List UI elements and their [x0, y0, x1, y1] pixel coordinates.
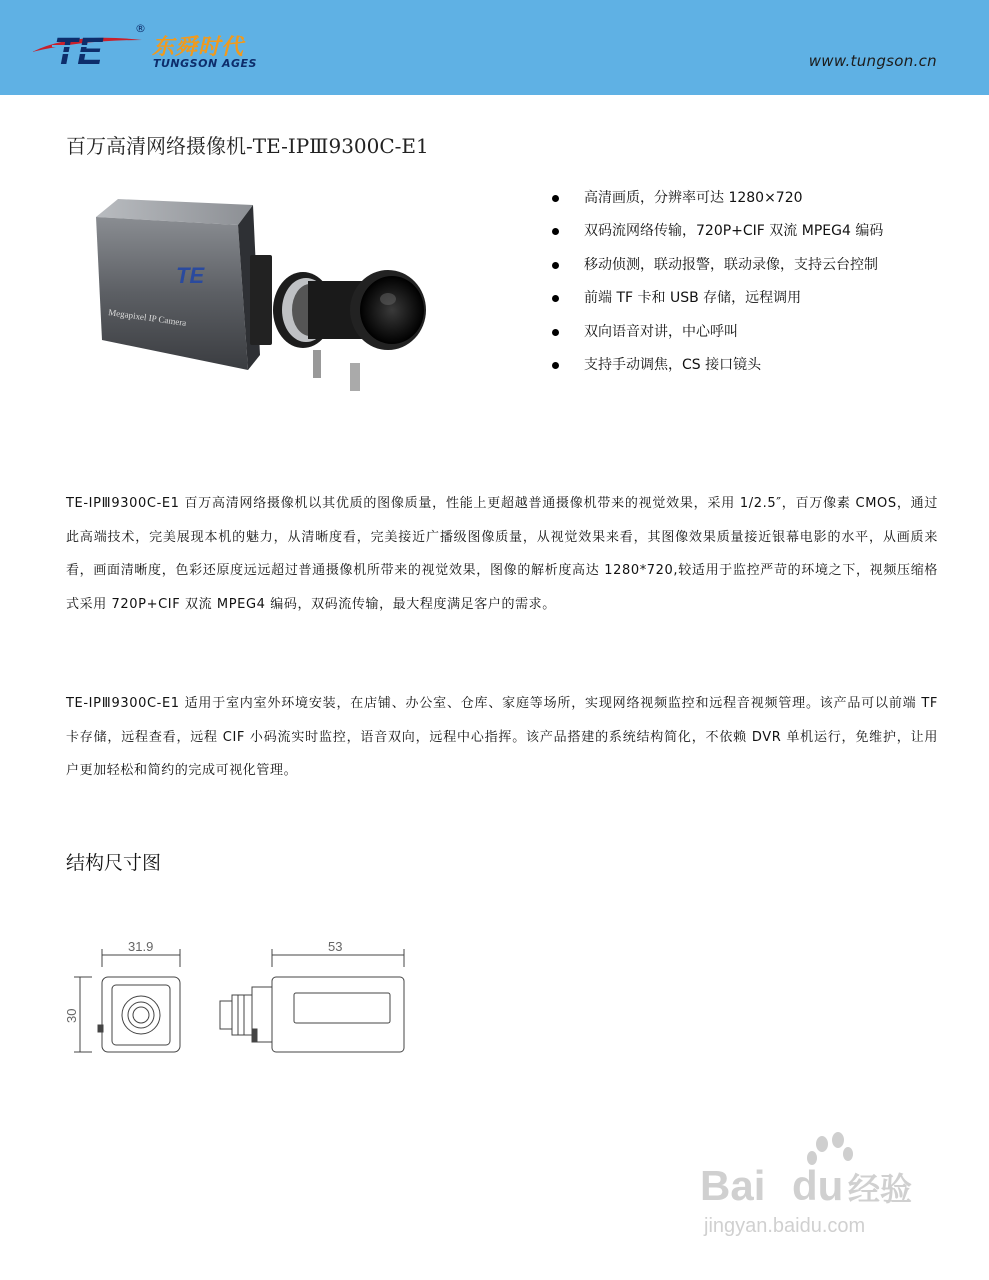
dimension-drawing	[62, 937, 412, 1067]
brand-name-en: TUNGSON AGES	[153, 57, 257, 70]
svg-text:53: 53	[328, 939, 343, 954]
brand-name-cn: 东舜时代	[152, 35, 245, 60]
svg-text:经验: 经验	[848, 1170, 913, 1208]
registered-mark: ®	[135, 22, 146, 35]
website-url[interactable]: www.tungson.cn	[808, 52, 937, 70]
feature-item: 前端 TF 卡和 USB 存储，远程调用	[552, 287, 883, 320]
page-header	[0, 0, 989, 95]
baidu-watermark-logo	[700, 1128, 940, 1248]
feature-item: 双向语音对讲，中心呼叫	[552, 321, 883, 354]
svg-text:TE: TE	[176, 263, 205, 288]
svg-text:TE: TE	[54, 31, 103, 70]
application-paragraph: TE-IPⅢ9300C-E1 适用于室内室外环境安装，在店铺、办公室、仓库、家庭等场所，实现网络视频监控和远程音视频管理。该产品可以前端 TF 卡存储，远程查看，远程 CIF 小码流实时监控，语音双向，远程中心指挥。该产品搭建的系统结构简化，不依赖 DVR 单机运行，免维护，让用户更加轻松和简约的完成可视化管理。	[66, 696, 938, 779]
svg-text:jingyan.baidu.com: jingyan.baidu.com	[704, 1215, 866, 1237]
feature-item: 双码流网络传输，720P+CIF 双流 MPEG4 编码	[552, 220, 883, 253]
dimensions-section-title: 结构尺寸图	[66, 852, 162, 874]
description-paragraph: TE-IPⅢ9300C-E1 百万高清网络摄像机以其优质的图像质量，性能上更超越普通摄像机带来的视觉效果，采用 1/2.5″，百万像素 CMOS，通过此高端技术，完美展现本机的魅力，从清晰度看，完美接近广播级图像质量，从视觉效果来看，其图像效果质量接近银幕电影的水平，从画质来看，画面清晰度，色彩还原度远远超过普通摄像机所带来的视觉效果，图像的解析度高达 1280*720,较适用于监控严苛的环境之下，视频压缩格式采用 720P+CIF 双流 MPEG4 编码，双码流传输，最大程度满足客户的需求。	[66, 496, 938, 612]
feature-list	[552, 187, 883, 387]
feature-item: 移动侦测，联动报警，联动录像，支持云台控制	[552, 254, 883, 287]
svg-text:30: 30	[64, 1008, 79, 1023]
svg-text:Bai: Bai	[700, 1162, 766, 1209]
svg-text:31.9: 31.9	[128, 939, 154, 954]
svg-text:du: du	[792, 1162, 844, 1209]
camera-image	[88, 195, 433, 395]
feature-item: 支持手动调焦，CS 接口镜头	[552, 354, 883, 387]
tungson-logo-icon	[32, 22, 142, 70]
feature-item: 高清画质，分辨率可达 1280×720	[552, 187, 883, 220]
svg-text:Megapixel IP Camera: Megapixel IP Camera	[107, 307, 187, 328]
product-title: 百万高清网络摄像机-TE-IPⅢ9300C-E1	[66, 134, 429, 158]
